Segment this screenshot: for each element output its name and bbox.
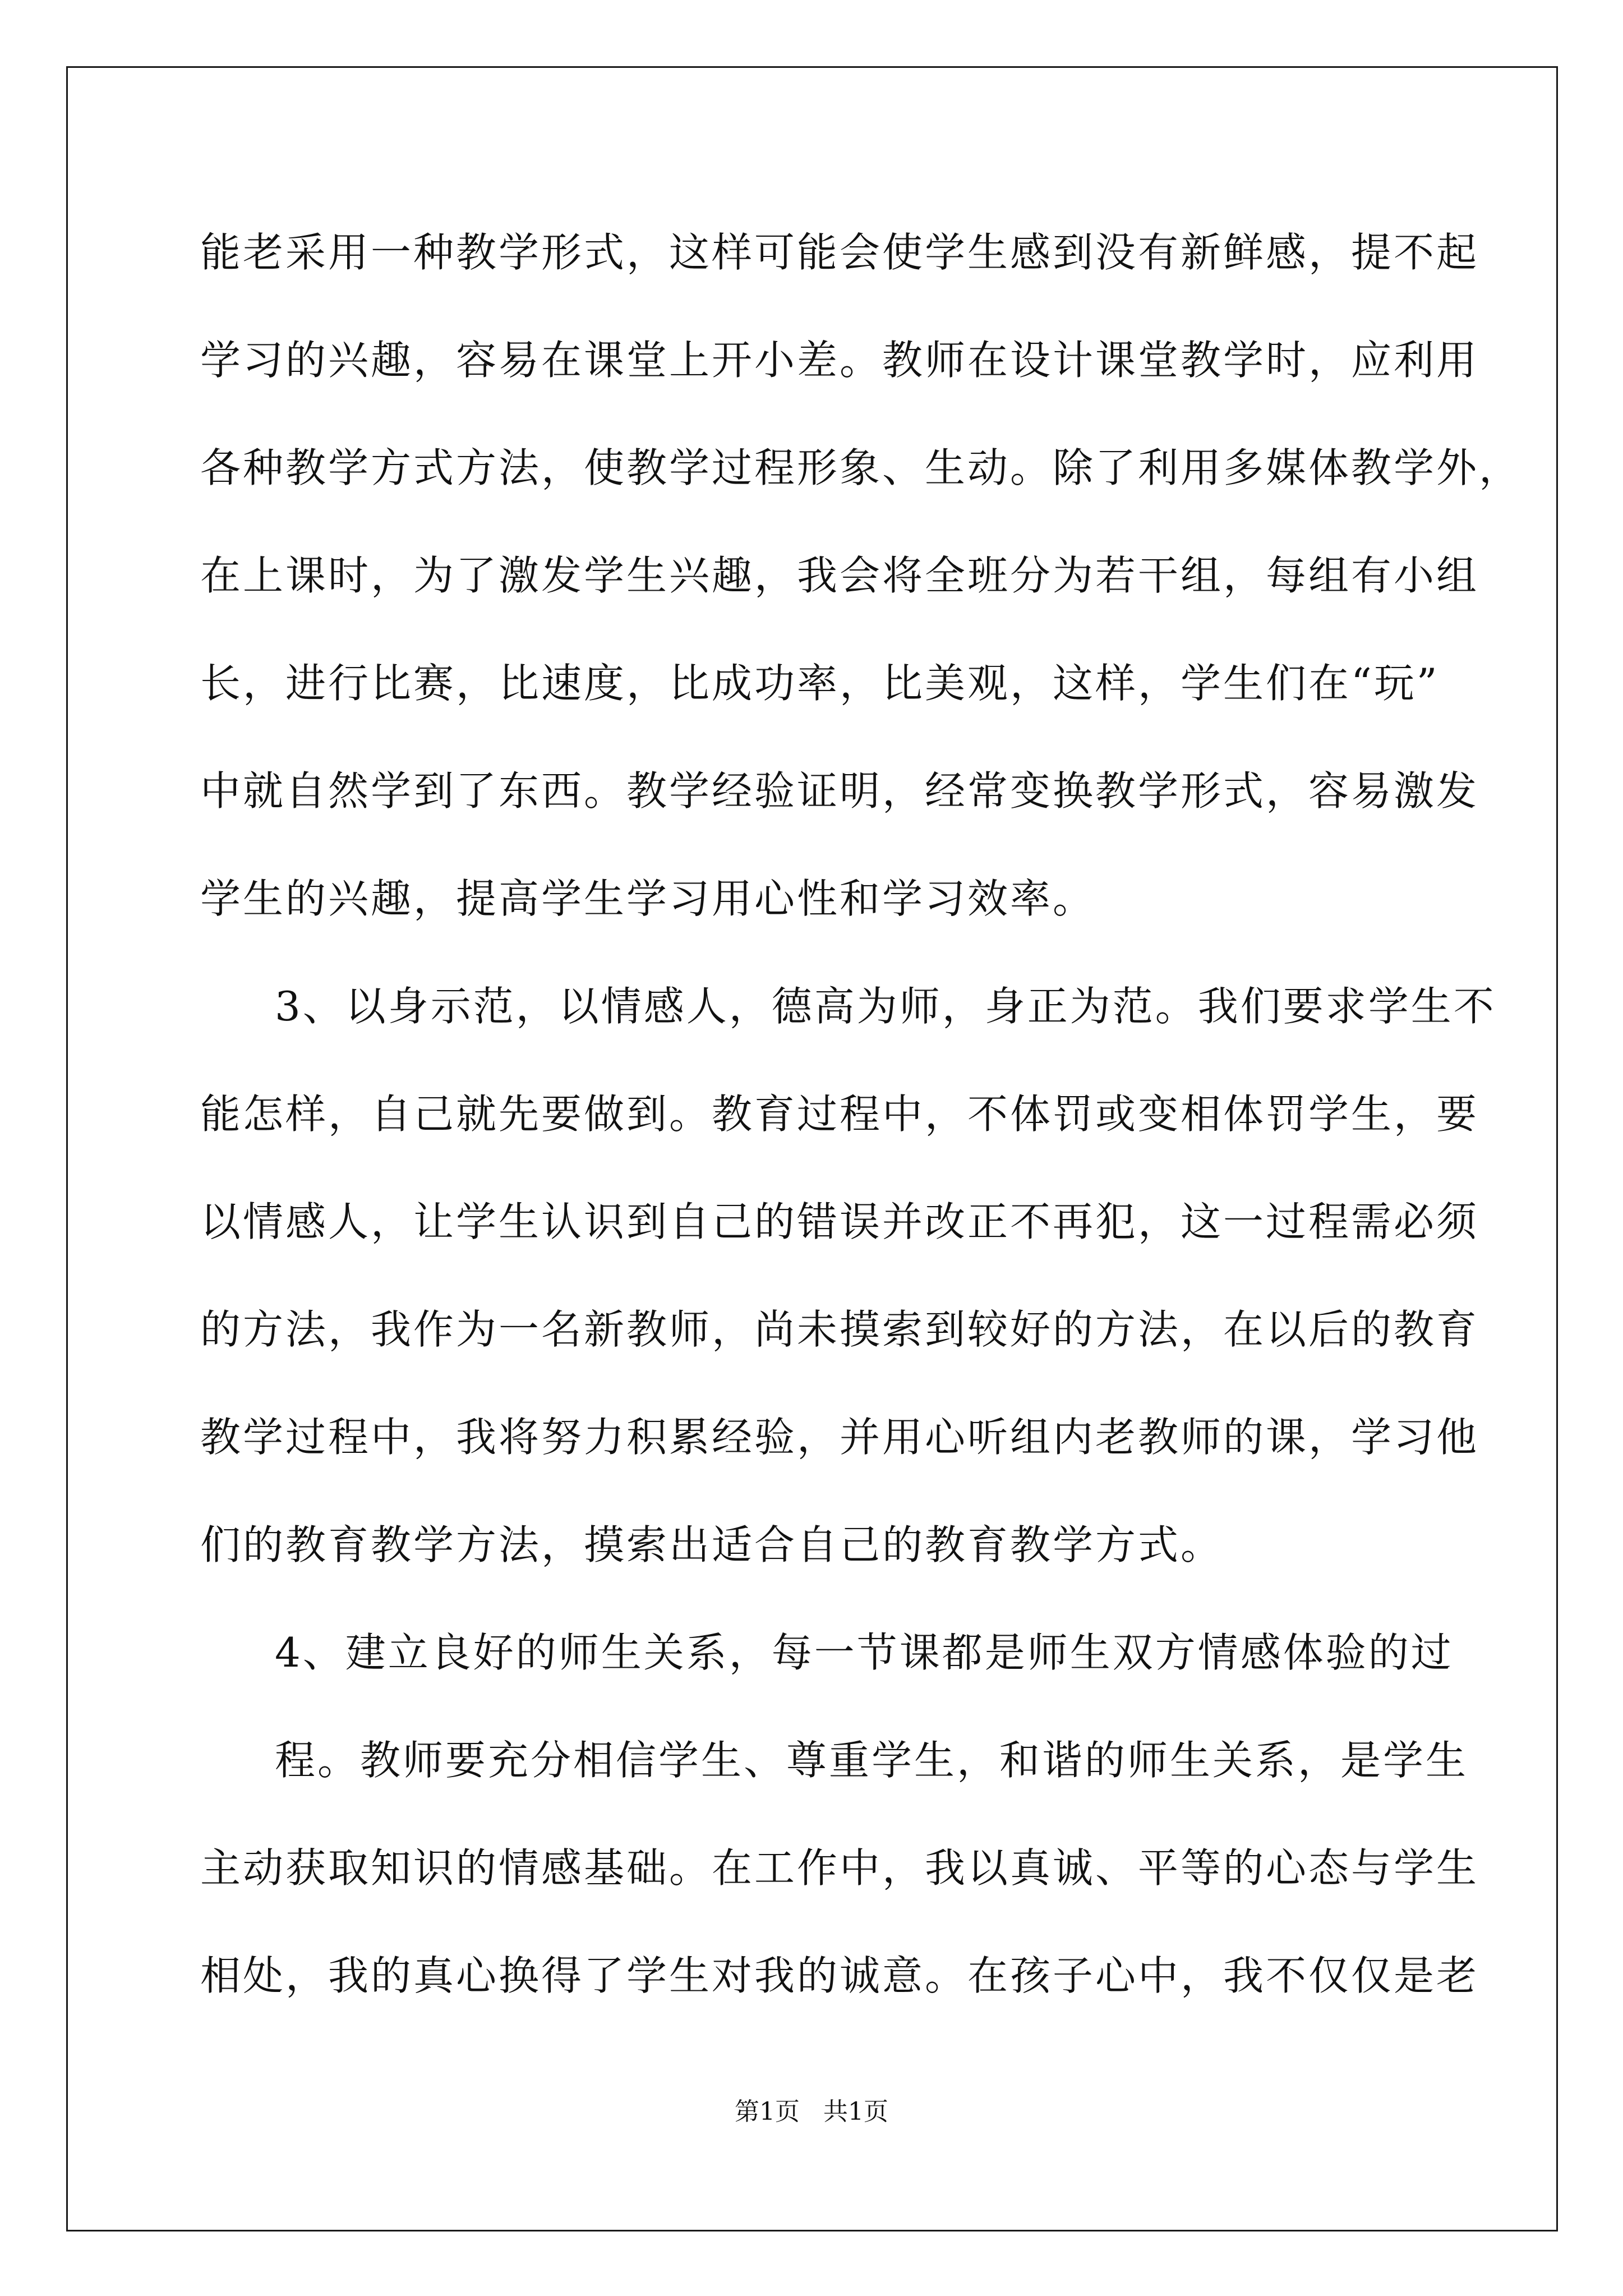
text-line: 中就自然学到了东西。教学经验证明，经常变换教学形式，容易激发 — [200, 767, 1479, 815]
text-line: 程。教师要充分相信学生、尊重学生，和谐的师生关系，是学生 — [275, 1737, 1469, 1784]
text-line: 4、建立良好的师生关系，每一节课都是师生双方情感体验的过 — [275, 1629, 1454, 1676]
text-line: 长，进行比赛，比速度，比成功率，比美观，这样，学生们在“玩” — [200, 660, 1440, 707]
text-line: 能怎样，自己就先要做到。教育过程中，不体罚或变相体罚学生，要 — [200, 1091, 1479, 1138]
page-footer: 第1页 共1页 — [735, 2097, 888, 2126]
text-line: 以情感人，让学生认识到自己的错误并改正不再犯，这一过程需必须 — [200, 1198, 1479, 1245]
text-line: 们的教育教学方法，摸索出适合自己的教育教学方式。 — [200, 1521, 1224, 1568]
text-line: 学习的兴趣，容易在课堂上开小差。教师在设计课堂教学时，应利用 — [200, 337, 1479, 384]
text-line: 能老采用一种教学形式，这样可能会使学生感到没有新鲜感，提不起 — [200, 229, 1479, 276]
text-line: 各种教学方式方法，使教学过程形象、生动。除了利用多媒体教学外， — [200, 444, 1522, 491]
text-line: 主动获取知识的情感基础。在工作中，我以真诚、平等的心态与学生 — [200, 1844, 1479, 1892]
text-line: 相处，我的真心换得了学生对我的诚意。在孩子心中，我不仅仅是老 — [200, 1952, 1479, 1999]
text-line: 学生的兴趣，提高学生学习用心性和学习效率。 — [200, 875, 1096, 922]
text-line: 的方法，我作为一名新教师，尚未摸索到较好的方法，在以后的教育 — [200, 1306, 1479, 1353]
text-line: 3、以身示范，以情感人，德高为师，身正为范。我们要求学生不 — [275, 983, 1496, 1030]
text-line: 教学过程中，我将努力积累经验，并用心听组内老教师的课，学习他 — [200, 1414, 1479, 1461]
text-line: 在上课时，为了激发学生兴趣，我会将全班分为若干组，每组有小组 — [200, 552, 1479, 599]
page-border — [66, 66, 1558, 2231]
